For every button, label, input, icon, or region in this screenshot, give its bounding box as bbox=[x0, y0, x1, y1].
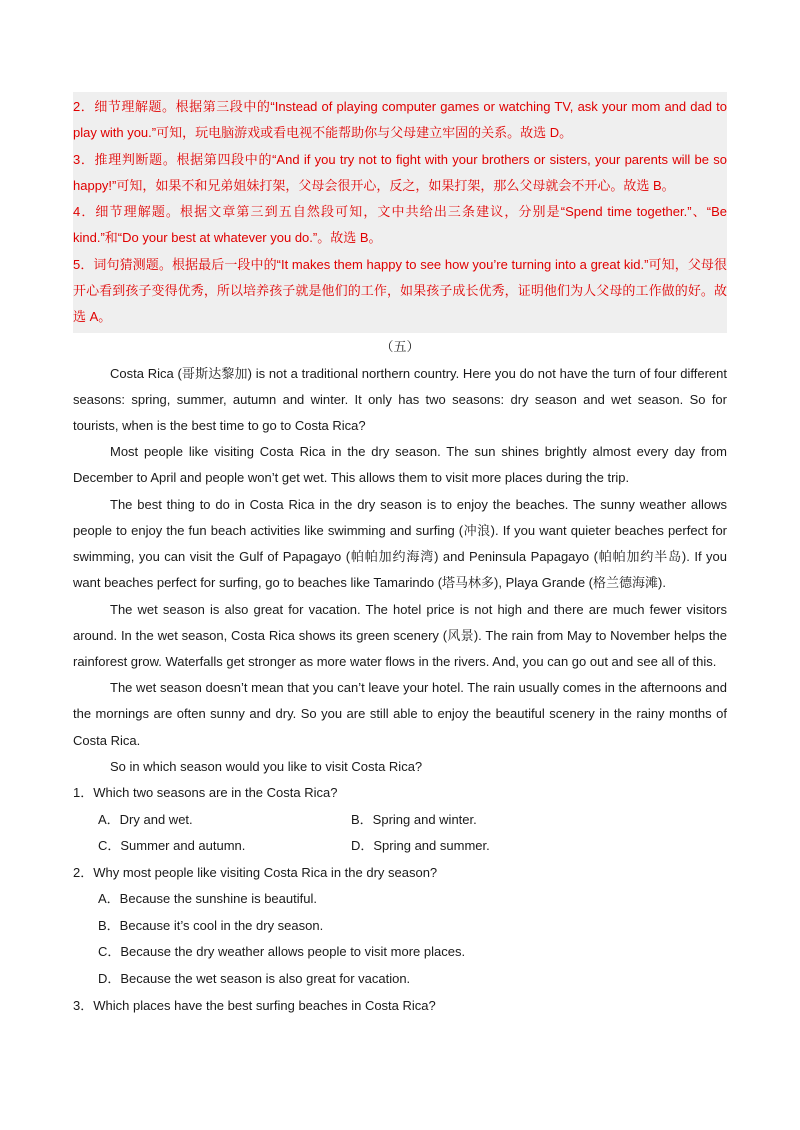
question-3 bbox=[73, 993, 727, 1020]
passage-paragraph: The best thing to do in Costa Rica in the dry season is to enjoy the beaches. The sunny weather allows people to enjoy the fun beach activities like swimming and surfing (冲浪). If you want quieter beaches perfect for swimming, you can visit the Gulf of Papagayo (帕帕加约海湾) and Peninsula Papagayo (帕帕加约半岛). If you want beaches perfect for surfing, go to beaches like Tamarindo (塔马林多), Playa Grande (格兰德海滩). bbox=[73, 496, 727, 591]
option-b: B．Spring and winter. bbox=[351, 811, 477, 827]
option-b: B．Because it’s cool in the dry season. bbox=[98, 917, 324, 933]
question-options bbox=[73, 807, 727, 860]
passage-paragraph: Most people like visiting Costa Rica in the dry season. The sun shines brightly almost every day from December to April and people won’t get wet. This allows them to visit more places during the trip. bbox=[73, 444, 727, 486]
answer-4: 4．细节理解题。根据文章第三到五自然段可知，文中共给出三条建议，分别是“Spend time together.”、“Be kind.”和“Do your best at whatever you do.”。故选 B。 bbox=[73, 204, 727, 246]
reading-passage bbox=[73, 361, 727, 780]
answer-3: 3．推理判断题。根据第四段中的“And if you try not to fight with your brothers or sisters, your parents will be so happy!”可知，如果不和兄弟姐妹打架，父母会很开心，反之，如果打架，那么父母就会不开心。故选 B。 bbox=[73, 151, 727, 193]
passage-paragraph: So in which season would you like to visit Costa Rica? bbox=[110, 758, 423, 774]
question-stem: 3．Which places have the best surfing beaches in Costa Rica? bbox=[73, 997, 436, 1013]
passage-paragraph: Costa Rica (哥斯达黎加) is not a traditional northern country. Here you do not have the turn of four different seasons: spring, summer, autumn and winter. It only has two seasons: dry season and wet season. So for tourists, when is the best time to go to Costa Rica? bbox=[73, 365, 727, 434]
option-c: C．Because the dry weather allows people to visit more places. bbox=[98, 944, 466, 960]
passage-paragraph: The wet season doesn’t mean that you can’t leave your hotel. The rain usually comes in the afternoons and the mornings are often sunny and dry. So you are still able to enjoy the beautiful scenery in the rainy months of Costa Rica. bbox=[73, 680, 727, 748]
option-a: A．Dry and wet. bbox=[98, 811, 193, 827]
document-page bbox=[73, 92, 727, 1019]
answer-2: 2．细节理解题。根据第三段中的“Instead of playing computer games or watching TV, ask your mom and dad to play with you.”可知，玩电脑游戏或看电视不能帮助你与父母建立牢固的关系。故选 D。 bbox=[73, 99, 727, 141]
question-stem: 1．Which two seasons are in the Costa Rica? bbox=[73, 784, 338, 800]
option-a: A．Because the sunshine is beautiful. bbox=[98, 891, 317, 907]
question-2 bbox=[73, 860, 727, 993]
passage-paragraph: The wet season is also great for vacation. The hotel price is not high and there are much fewer visitors around. In the wet season, Costa Rica shows its green scenery (风景). The rain from May to November helps the rainforest grow. Waterfalls get stronger as more water flows in the rivers. And, you can go out and see all of this. bbox=[73, 601, 727, 669]
answer-5: 5．词句猜测题。根据最后一段中的“It makes them happy to see how you’re turning into a great kid.”可知，父母很开心看到孩子变得优秀，所以培养孩子就是他们的工作，如果孩子成长优秀，证明他们为人父母的工作做的好。故选 A。 bbox=[73, 256, 727, 325]
option-c: C．Summer and autumn. bbox=[98, 838, 246, 854]
option-d: D．Spring and summer. bbox=[351, 838, 490, 854]
option-d: D．Because the wet season is also great for vacation. bbox=[98, 971, 411, 987]
question-stem: 2．Why most people like visiting Costa Rica in the dry season? bbox=[73, 864, 438, 880]
answer-explanations bbox=[73, 92, 727, 333]
section-title: （五） bbox=[380, 339, 420, 355]
question-1 bbox=[73, 780, 727, 860]
